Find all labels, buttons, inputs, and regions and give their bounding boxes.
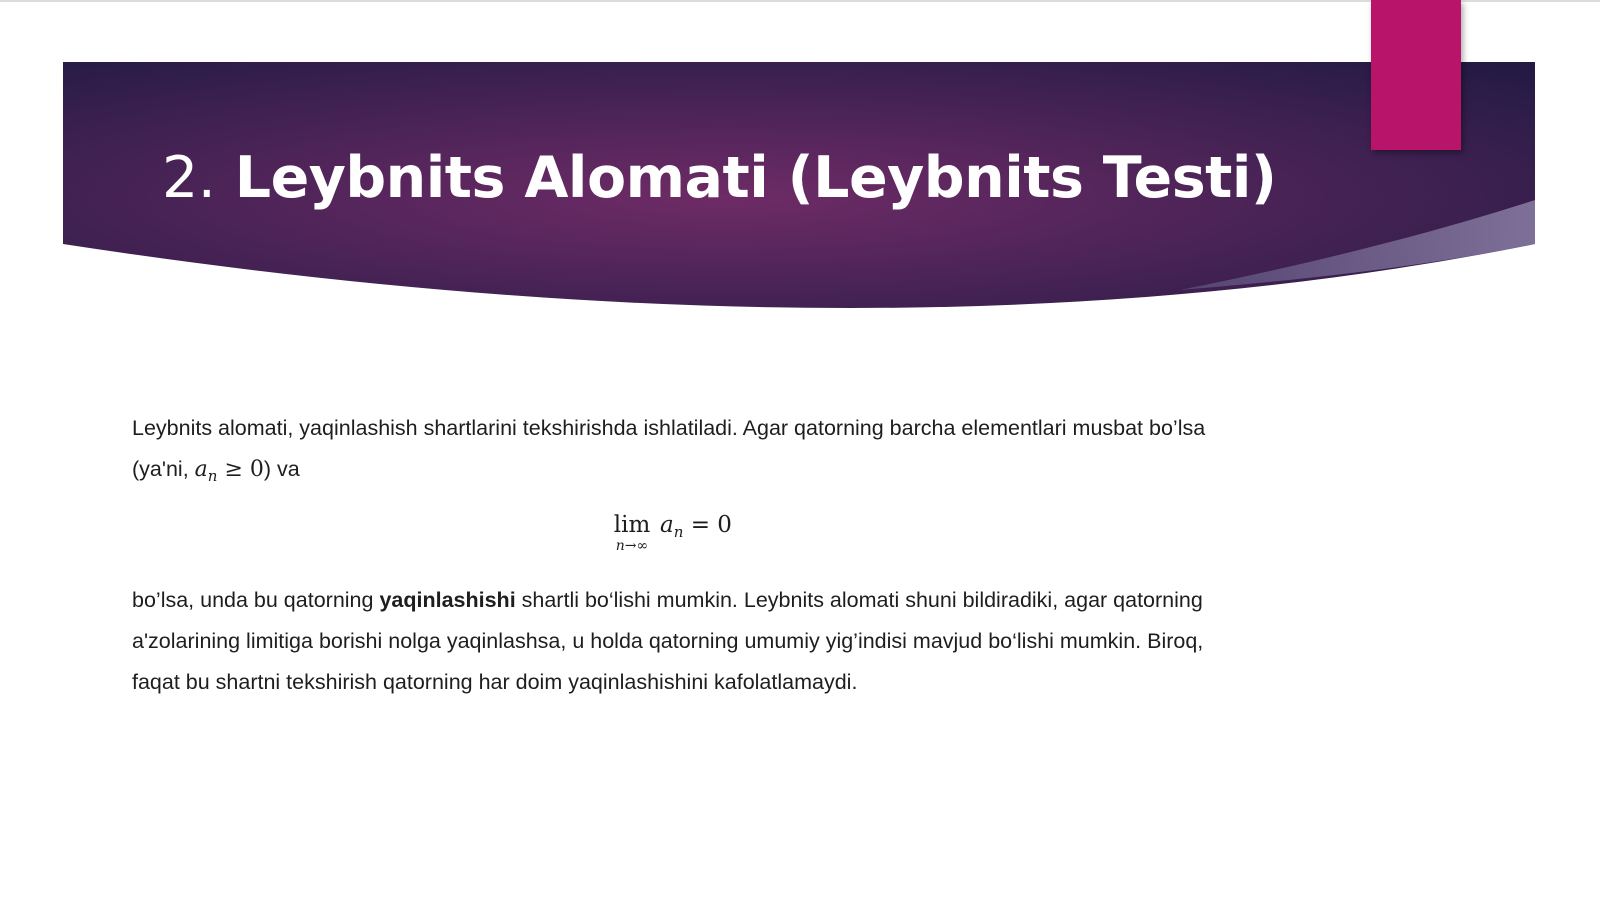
- accent-tab: [1371, 0, 1461, 150]
- math-sub: n: [207, 467, 218, 485]
- title-text: Leybnits Alomati (Leybnits Testi): [234, 145, 1277, 211]
- formula-var: a: [660, 512, 674, 538]
- title-number: 2.: [162, 145, 216, 211]
- math-relation: ≥ 0: [217, 457, 264, 482]
- inline-math: [194, 457, 264, 485]
- paragraph-explanation-rest: shartli bo‘lishi mumkin. Leybnits alomati shuni bildiradiki, agar qatorning a'zolarining limitiga borishi nolga yaqinlashsa, u holda qatorning umumiy yig’indisi mavjud bo‘lishi mumkin. Biroq, faqat bu shartni tekshirish qatorning har doim yaqinlashishini kafolatlamaydi.: [132, 588, 1204, 694]
- formula-expression: [660, 512, 732, 545]
- formula-sub: n: [673, 523, 684, 541]
- paragraph-intro-tail: ) va: [263, 457, 300, 481]
- paragraph-explanation-start: bo’lsa, unda bu qatorning: [132, 588, 380, 612]
- limit-formula: [606, 512, 766, 562]
- lim-word: lim: [613, 512, 651, 538]
- paragraph-intro-text: Leybnits alomati, yaqinlashish shartlarini tekshirishda ishlatiladi. Agar qatorning barcha elementlari musbat bo’lsa (ya'ni,: [132, 416, 1206, 481]
- slide-title: [162, 138, 1342, 218]
- lim-operator: [606, 512, 658, 553]
- bold-term: yaqinlashishi: [379, 588, 516, 612]
- lim-subscript: n→∞: [615, 538, 649, 554]
- math-var: a: [194, 457, 208, 482]
- paragraph-explanation: [132, 580, 1232, 703]
- paragraph-intro: [132, 408, 1232, 497]
- formula-equals: = 0: [683, 512, 732, 538]
